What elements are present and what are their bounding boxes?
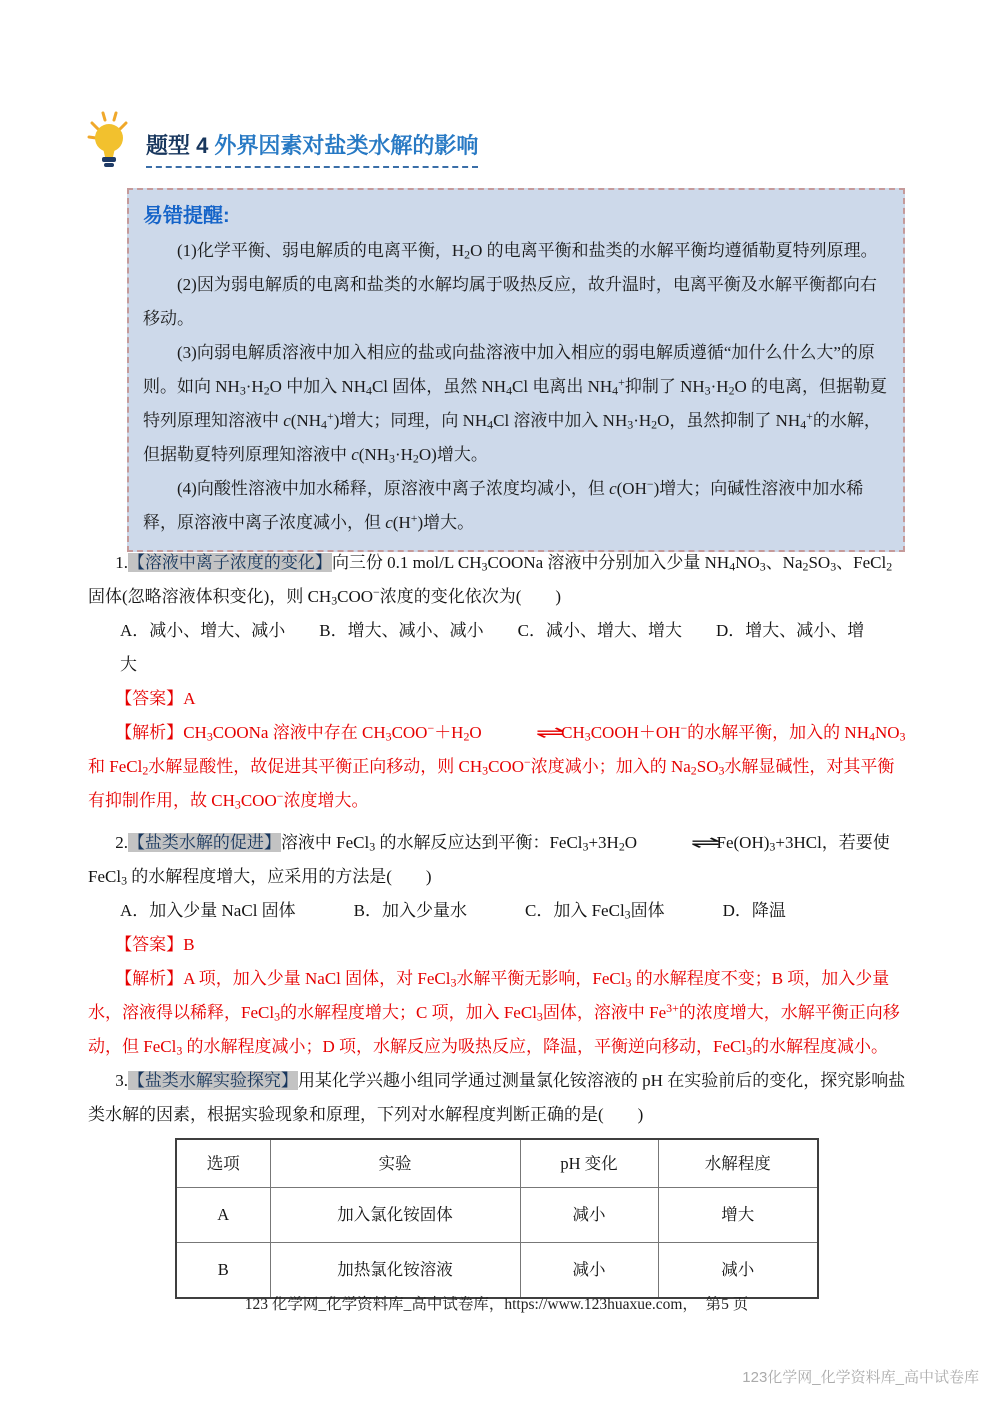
cell-hydrolysis-degree: 减小: [658, 1243, 818, 1299]
option-a: A．加入少量 NaCl 固体: [120, 901, 296, 920]
page-title: [146, 131, 478, 168]
question-tag: 【盐类水解的促进】: [127, 833, 281, 852]
question-tag: 【盐类水解实验探究】: [127, 1071, 298, 1090]
reminder-paragraph: (4)向酸性溶液中加水稀释，原溶液中离子浓度均减小，但 c(OH−)增大；向碱性溶液中加水稀释，原溶液中离子浓度减小，但 c(H+)增大。: [143, 477, 864, 532]
question-2: [88, 826, 906, 1064]
answer-line: [88, 928, 906, 962]
reminder-paragraph: (1)化学平衡、弱电解质的电离平衡，$H_2O$ 的电离平衡和盐类的水解平衡均遵循勒夏特列原理。: [177, 241, 878, 262]
section-header: [86, 110, 478, 168]
option-b: B．增大、减小、减小: [319, 621, 484, 640]
options-row: [88, 614, 906, 682]
question-text: 溶液中 FeCl$_3$ 的水解反应达到平衡：$FeCl_3+3H_2O$ $\rightleftharpoons Fe(OH)_3+3HCl$，若要使 FeCl$_3$ 的水解程度增大，应采用的方法是( ): [88, 833, 890, 888]
cell-experiment: 加热氯化铵溶液: [270, 1243, 520, 1299]
question-1: [88, 546, 906, 818]
analysis-text: $CH_3COONa$ 溶液中存在 $CH_3COO^-+H_2O$ $\rightleftharpoons CH_3COOH+OH^-$的水解平衡，加入的 $NH_4NO_3$和 FeCl$_2$水解显酸性，故促进其平衡正向移动，则 $CH_3COO^-$浓度减小；加入的 $Na_2SO_3$水解显碱性，对其平衡有抑制作用，故 $CH_3COO^-$浓度增大。: [88, 721, 906, 812]
question-text: 用某化学兴趣小组同学通过测量氯化铵溶液的 pH 在实验前后的变化，探究影响盐类水解的因素，根据实验现象和原理，下列对水解程度判断正确的是( ): [88, 1071, 906, 1124]
cell-hydrolysis-degree: 增大: [658, 1188, 818, 1243]
option-d: D．增大、减小、增大: [120, 621, 865, 674]
answer-value: B: [183, 935, 195, 954]
title-type-label: 题型 4: [146, 133, 209, 158]
watermark: 123化学网_化学资料库_高中试卷库: [742, 1369, 979, 1386]
question-text: 向三份 0.1 mol/L $CH_3COONa$ 溶液中分别加入少量 $NH_4NO_3$、$Na_2SO_3$、FeCl$_2$固体(忽略溶液体积变化)，则 $CH_3COO^-$浓度的变化依次为( ): [88, 553, 893, 608]
table-header-row: [176, 1139, 818, 1188]
question-stem: [88, 546, 906, 614]
table-row: [176, 1188, 818, 1243]
cell-option: B: [176, 1243, 270, 1299]
col-header-option: 选项: [176, 1139, 270, 1188]
analysis-text: A 项，加入少量 NaCl 固体，对 FeCl$_3$水解平衡无影响，FeCl$_3$ 的水解程度不变；B 项，加入少量水，溶液得以稀释，FeCl$_3$的水解程度增大；C 项，加入 FeCl$_3$固体，溶液中 $Fe^{3+}$的浓度增大，水解平衡正向移动，但 FeCl$_3$ 的水解程度减小；D 项，水解反应为吸热反应，降温，平衡逆向移动，FeCl$_3$的水解程度减小。: [88, 969, 900, 1058]
analysis-label: 【解析】: [115, 969, 184, 988]
option-a: A．减小、增大、减小: [120, 621, 286, 640]
cell-experiment: 加入氯化铵固体: [270, 1188, 520, 1243]
lightbulb-icon: [86, 110, 132, 168]
question-number: 1.: [115, 553, 128, 572]
cell-ph-change: 减小: [520, 1188, 658, 1243]
question-stem: [88, 826, 906, 894]
analysis-line: [88, 716, 906, 818]
answer-label: 【答案】: [115, 935, 184, 954]
reminder-box: [127, 188, 905, 552]
options-row: [88, 894, 906, 928]
analysis-line: [88, 962, 906, 1064]
reminder-paragraph: (3)向弱电解质溶液中加入相应的盐或向盐溶液中加入相应的弱电解质遵循“加什么什么大”的原则。如向 $NH_3\cdot H_2O$ 中加入 $NH_4Cl$ 固体，虽然 $NH_4Cl$ 电离出 $NH_4^+$抑制了 $NH_3\cdot H_2O$ 的电离，但据勒夏特列原理知溶液中 $c(NH_4^+)$增大；同理，向 $NH_4Cl$ 溶液中加入 $NH_3\cdot H_2O$，虽然抑制了 $NH_4^+$的水解，但据勒夏特列原理知溶液中 $c(NH_3\cdot H_2O)$增大。: [143, 343, 888, 466]
option-c: C．加入 FeCl$_3$固体: [525, 901, 665, 922]
questions-area: [88, 546, 906, 1299]
reminder-box-title: 易错提醒:: [143, 205, 230, 227]
question-3: [88, 1064, 906, 1299]
question-stem: [88, 1064, 906, 1132]
col-header-ph-change: pH 变化: [520, 1139, 658, 1188]
question-tag: 【溶液中离子浓度的变化】: [127, 553, 332, 572]
reminder-paragraph: (2)因为弱电解质的电离和盐类的水解均属于吸热反应，故升温时，电离平衡及水解平衡都向右移动。: [143, 275, 877, 328]
table-row: [176, 1243, 818, 1299]
col-header-hydrolysis-degree: 水解程度: [658, 1139, 818, 1188]
page-footer: 123 化学网_化学资料库_高中试卷库，https://www.123huaxue.com， 第5 页: [244, 1296, 749, 1313]
option-b: B．加入少量水: [353, 901, 468, 920]
title-main: 外界因素对盐类水解的影响: [214, 133, 479, 158]
answer-value: A: [183, 689, 196, 708]
question-number: 3.: [115, 1071, 128, 1090]
experiment-table: [175, 1138, 819, 1299]
col-header-experiment: 实验: [270, 1139, 520, 1188]
answer-line: [88, 682, 906, 716]
question-number: 2.: [115, 833, 128, 852]
option-d: D．降温: [722, 901, 786, 920]
cell-ph-change: 减小: [520, 1243, 658, 1299]
analysis-label: 【解析】: [115, 723, 184, 742]
option-c: C．减小、增大、增大: [517, 621, 682, 640]
answer-label: 【答案】: [115, 689, 184, 708]
cell-option: A: [176, 1188, 270, 1243]
